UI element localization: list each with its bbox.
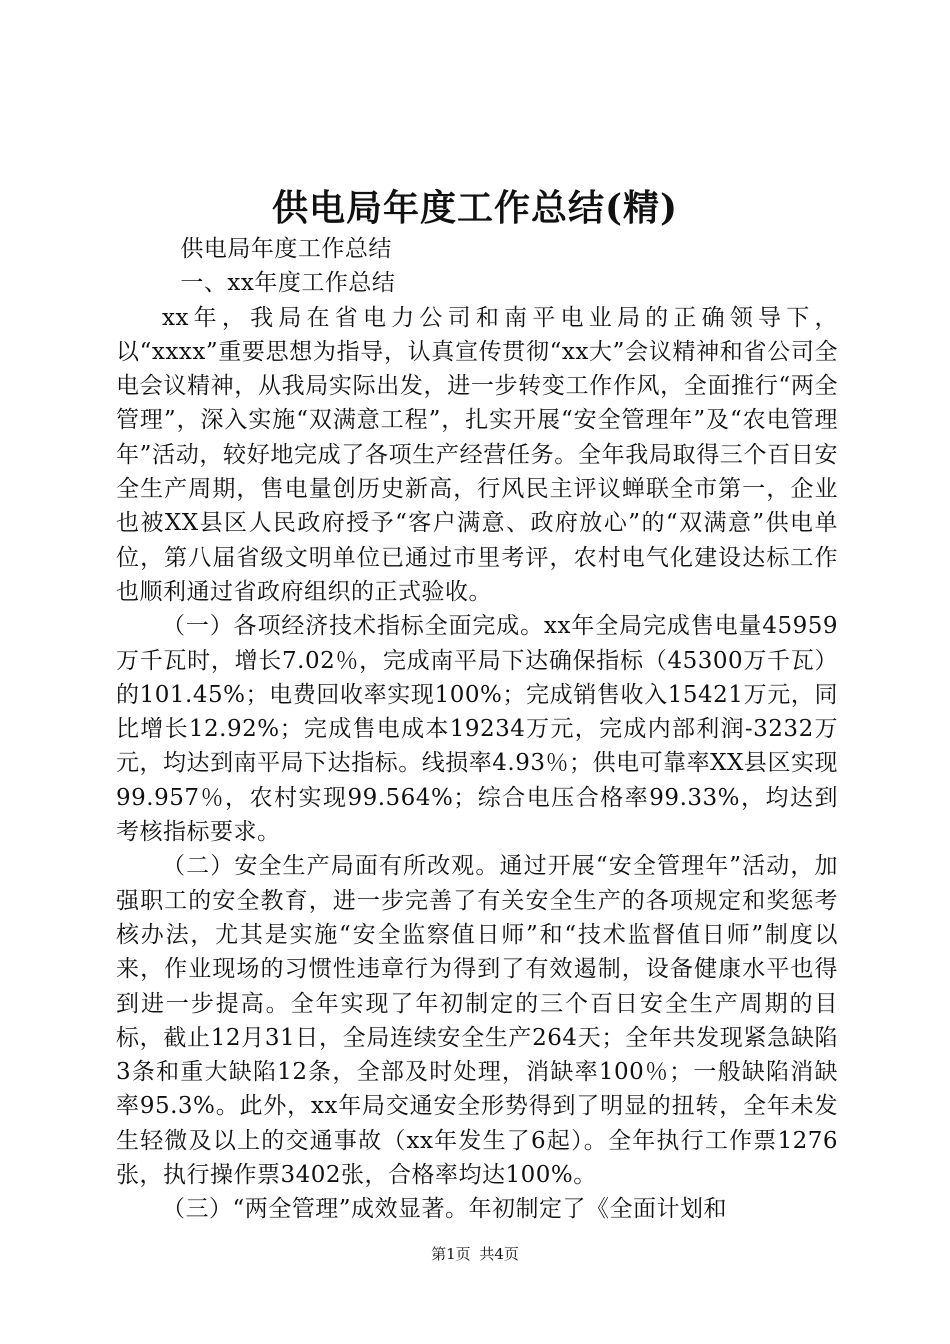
subtitle-paragraph: 供电局年度工作总结 — [180, 236, 392, 262]
page-number: 第1页 — [431, 1245, 471, 1263]
indicators-paragraph: （一）各项经济技术指标全面完成。xx年全局完成售电量45959万千瓦时，增长7.02％，完成南平局下达确保指标（45300万千瓦）的101.45%；电费回收率实现100%；完成销售收入15421万元，同比增长12.92%；完成售电成本19234万元，完成内部利润-3232万元，均达到南平局下达指标。线损率4.93％；供电可靠率XX县区实现99.957％，农村实现99.564%；综合电压合格率99.33%，均达到考核指标要求。 — [116, 613, 838, 846]
page-footer — [0, 1244, 950, 1264]
section-heading: 一、xx年度工作总结 — [180, 270, 396, 297]
management-paragraph: （三）“两全管理”成效显著。年初制定了《全面计划和 — [162, 1196, 728, 1223]
intro-paragraph: xx年，我局在省电力公司和南平电业局的正确领导下，以“xxxx”重要思想为指导，认真宣传贯彻“xx大”会议精神和省公司全电会议精神，从我局实际出发，进一步转变工作作风，全面推行“两全管理”，深入实施“双满意工程”，扎实开展“安全管理年”及“农电管理年”活动，较好地完成了各项生产经营任务。全年我局取得三个百日安全生产周期，售电量创历史新高，行风民主评议蝉联全市第一，企业也被XX县区人民政府授予“客户满意、政府放心”的“双满意”供电单位，第八届省级文明单位已通过市里考评，农村电气化建设达标工作也顺利通过省政府组织的正式验收。 — [116, 304, 838, 605]
document-title: 供电局年度工作总结(精) — [271, 187, 679, 229]
safety-paragraph: （二）安全生产局面有所改观。通过开展“安全管理年”活动，加强职工的安全教育，进一步完善了有关安全生产的各项规定和奖惩考核办法，尤其是实施“安全监察值日师”和“技术监督值日师”制度以来，作业现场的习惯性违章行为得到了有效遏制，设备健康水平也得到进一步提高。全年实现了年初制定的三个百日安全生产周期的目标，截止12月31日，全局连续安全生产264天；全年共发现紧急缺陷3条和重大缺陷12条，全部及时处理，消缺率100％；一般缺陷消缺率95.3%。此外，xx年局交通安全形势得到了明显的扭转，全年未发生轻微及以上的交通事故（xx年发生了6起）。全年执行工作票1276张，执行操作票3402张，合格率均达100%。 — [116, 853, 838, 1189]
page-total: 共4页 — [479, 1245, 519, 1263]
document-body — [116, 232, 838, 1227]
